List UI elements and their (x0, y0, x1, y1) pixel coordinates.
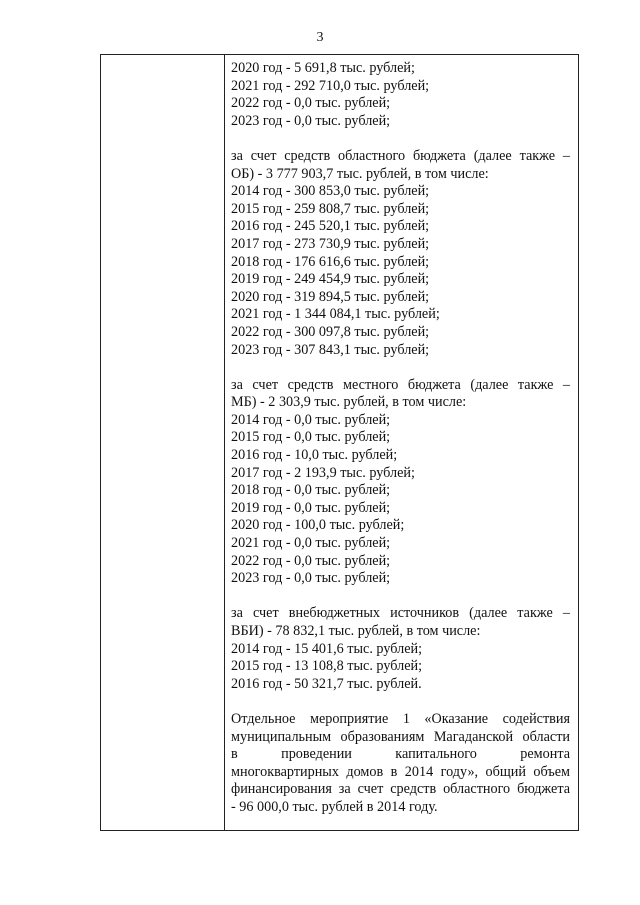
year-line: 2015 год - 259 808,7 тыс. рублей; (231, 200, 430, 217)
year-line: 2014 год - 0,0 тыс. рублей; (231, 411, 391, 428)
year-line: 2023 год - 0,0 тыс. рублей; (231, 112, 391, 129)
regional-budget-block (231, 148, 570, 359)
separate-measure-line: муниципальным образованиям Магаданской области (231, 728, 570, 745)
separate-measure-line: Отдельное мероприятие 1 «Оказание содействия (231, 710, 570, 727)
year-line: 2022 год - 0,0 тыс. рублей; (231, 95, 391, 112)
year-line: 2018 год - 176 616,6 тыс. рублей; (231, 253, 430, 270)
separate-measure-line: многоквартирных домов в 2014 году», общий объем (231, 763, 570, 780)
year-line: 2022 год - 0,0 тыс. рублей; (231, 552, 391, 569)
year-line: 2023 год - 307 843,1 тыс. рублей; (231, 341, 430, 358)
year-line: 2016 год - 10,0 тыс. рублей; (231, 447, 398, 464)
year-line: 2016 год - 50 321,7 тыс. рублей. (231, 675, 422, 692)
year-line: 2020 год - 100,0 тыс. рублей; (231, 517, 405, 534)
year-line: 2021 год - 1 344 084,1 тыс. рублей; (231, 306, 440, 323)
local-budget-total: МБ) - 2 303,9 тыс. рублей, в том числе: (231, 394, 467, 411)
year-line: 2021 год - 0,0 тыс. рублей; (231, 535, 391, 552)
page-number: 3 (316, 30, 324, 45)
year-line: 2020 год - 5 691,8 тыс. рублей; (231, 60, 415, 76)
year-line: 2014 год - 300 853,0 тыс. рублей; (231, 183, 430, 200)
year-line: 2020 год - 319 894,5 тыс. рублей; (231, 288, 430, 305)
federal-budget-years-tail (231, 60, 570, 130)
table-right-column (225, 55, 578, 830)
year-line: 2018 год - 0,0 тыс. рублей; (231, 482, 391, 499)
extrabudgetary-intro: за счет внебюджетных источников (далее также – (231, 605, 570, 622)
extrabudgetary-block (231, 605, 570, 693)
year-line: 2019 год - 0,0 тыс. рублей; (231, 499, 391, 516)
extrabudgetary-total: ВБИ) - 78 832,1 тыс. рублей, в том числе: (231, 623, 481, 639)
year-line: 2017 год - 2 193,9 тыс. рублей; (231, 464, 415, 481)
year-line: 2021 год - 292 710,0 тыс. рублей; (231, 77, 430, 94)
year-line: 2015 год - 13 108,8 тыс. рублей; (231, 658, 423, 675)
year-line: 2019 год - 249 454,9 тыс. рублей; (231, 271, 430, 288)
regional-budget-total: ОБ) - 3 777 903,7 тыс. рублей, в том числе: (231, 165, 489, 182)
year-line: 2022 год - 300 097,8 тыс. рублей; (231, 323, 430, 340)
regional-budget-intro: за счет средств областного бюджета (далее также – (231, 147, 570, 164)
separate-measure-line: - 96 000,0 тыс. рублей в 2014 году. (231, 798, 438, 815)
year-line: 2014 год - 15 401,6 тыс. рублей; (231, 640, 423, 657)
year-line: 2016 год - 245 520,1 тыс. рублей; (231, 218, 430, 235)
year-line: 2015 год - 0,0 тыс. рублей; (231, 429, 391, 446)
separate-measure-block (231, 711, 570, 817)
local-budget-intro: за счет средств местного бюджета (далее также – (231, 376, 570, 393)
year-line: 2017 год - 273 730,9 тыс. рублей; (231, 235, 430, 252)
funding-table (100, 54, 579, 831)
separate-measure-line: в проведении капитального ремонта (231, 746, 570, 763)
local-budget-block (231, 377, 570, 588)
separate-measure-line: финансирования за счет средств областного бюджета (231, 781, 570, 798)
year-line: 2023 год - 0,0 тыс. рублей; (231, 570, 391, 587)
table-left-column (101, 55, 225, 830)
